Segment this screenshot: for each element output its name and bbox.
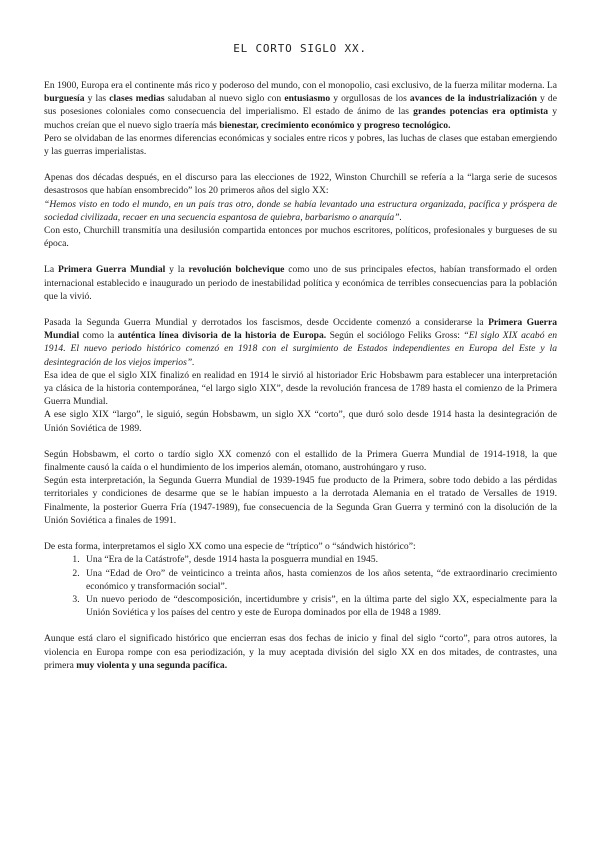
document-title: EL CORTO SIGLO XX. bbox=[233, 42, 367, 55]
bold-text: entusiasmo bbox=[284, 93, 331, 105]
text: como la bbox=[79, 330, 118, 342]
bold-text: muy violenta y una segunda pacífica. bbox=[76, 659, 228, 671]
paragraph-4b: Esa idea de que el siglo XIX finalizó en realidad en 1914 le sirvió al historiador Eric Hobsbawm para establecer una interpretación ya clásica de la historia contemporánea, “el largo siglo XIX”, desde la revolución francesa de 1789 hasta el comienzo de la Primera Guerra Mundial. bbox=[44, 369, 557, 408]
text: y de sus posesiones coloniales como consecuencia del imperialismo. El estado de ánimo de las bbox=[44, 93, 557, 118]
paragraph-3 bbox=[44, 263, 557, 303]
bold-text: Primera Guerra Mundial bbox=[44, 317, 557, 342]
churchill-quote: “Hemos visto en todo el mundo, en un país tras otro, donde se había levantado una estructura organizada, pacífica y próspera de sociedad civilizada, recaer en una secuencia espantosa de quiebra, barbarismo o anarquía”. bbox=[44, 198, 557, 223]
triptych-list bbox=[44, 553, 557, 619]
bold-text: clases medias bbox=[109, 93, 165, 105]
paragraph-4 bbox=[44, 316, 557, 369]
text: La bbox=[44, 264, 58, 276]
bold-text: auténtica línea divisoria de la historia de Europa. bbox=[117, 330, 327, 342]
text: Pasada la Segunda Guerra Mundial y derrotados los fascismos, desde Occidente comenzó a considerarse la bbox=[44, 317, 489, 329]
text: saludaban al nuevo siglo con bbox=[164, 93, 285, 105]
list-item: 3. Un nuevo periodo de “descomposición, incertidumbre y crisis”, en la última parte del siglo XX, especialmente para la Unión Soviética y los países del centro y este de Europa dominados por ella de 1948 a 1989. bbox=[82, 593, 557, 619]
bold-text: burguesía bbox=[44, 93, 85, 105]
document-body bbox=[44, 79, 557, 672]
paragraph-5b: Según esta interpretación, la Segunda Guerra Mundial de 1939-1945 fue producto de la Primera, sobre todo debido a las pérdidas territoriales y condiciones de desarme que se le habían impuesto a la derrotada Alemania en el tratado de Versalles de 1919. Finalmente, la posterior Guerra Fría (1947-1989), fue consecuencia de la Segunda Gran Guerra y terminó con la disolución de la Unión Soviética a finales de 1991. bbox=[44, 475, 557, 526]
paragraph-5: Según Hobsbawm, el corto o tardío siglo XX comenzó con el estallido de la Primera Guerra Mundial de 1914-1918, la que finalmente causó la caída o el hundimiento de los imperios alemán, otomano, austrohúngaro y ruso. bbox=[44, 448, 557, 474]
paragraph-4c: A ese siglo XIX “largo”, le siguió, según Hobsbawm, un siglo XX “corto”, que duró solo desde 1914 hasta la desintegración de Unión Soviética de 1989. bbox=[44, 409, 557, 434]
paragraph-2b: Con esto, Churchill transmitía una desilusión compartida entonces por muchos escritores, políticos, profesionales y burgueses de su época. bbox=[44, 225, 557, 250]
list-item: 1. Una “Era de la Catástrofe”, desde 1914 hasta la posguerra mundial en 1945. bbox=[82, 553, 557, 566]
gross-quote: “El siglo XIX acabó en 1914. El nuevo periodo histórico comenzó en 1918 con el surgimiento de Estados independientes en Europa del Este y la desintegración de los viejos imperios”. bbox=[44, 330, 557, 368]
paragraph-1b: Pero se olvidaban de las enormes diferencias económicas y sociales entre ricos y pobres, las luchas de clases que estaban emergiendo y las guerras imperialistas. bbox=[44, 132, 557, 158]
text: y orgullosas de los bbox=[330, 93, 410, 105]
paragraph-7 bbox=[44, 632, 557, 672]
paragraph-1 bbox=[44, 79, 557, 132]
text: y las bbox=[84, 93, 110, 105]
text: En 1900, Europa era el continente más rico y poderoso del mundo, con el monopolio, casi exclusivo, de la fuerza militar moderna. La bbox=[44, 80, 557, 91]
bold-text: bienestar, crecimiento económico y progreso tecnológico. bbox=[219, 119, 451, 131]
paragraph-2: Apenas dos décadas después, en el discurso para las elecciones de 1922, Winston Churchill se refería a la “larga serie de sucesos desastrosos que habían ensombrecido” los 20 primeros años del siglo XX: bbox=[44, 172, 557, 197]
list-item: 2. Una “Edad de Oro” de veinticinco a treinta años, hasta comienzos de los años setenta, “de extraordinario crecimiento económico y transformación social”. bbox=[82, 567, 557, 593]
paragraph-6-intro: De esta forma, interpretamos el siglo XX como una especie de “tríptico” o “sándwich histórico”: bbox=[44, 541, 416, 553]
text: Según el sociólogo Feliks Gross: bbox=[326, 330, 464, 342]
bold-text: revolución bolchevique bbox=[188, 264, 285, 276]
text: Aunque está claro el significado histórico que encierran esas dos fechas de inicio y final del siglo “corto”, para otros autores, la violencia en Europa rompe con esa periodización, y la muy aceptada división del siglo XX en dos mitades, de contrastes, una primera bbox=[44, 633, 557, 671]
bold-text: avances de la industrialización bbox=[409, 93, 537, 105]
bold-text: grandes potencias era optimista bbox=[413, 106, 549, 118]
bold-text: Primera Guerra Mundial bbox=[57, 264, 166, 276]
text: y muchos creían que el nuevo siglo traería más bbox=[44, 106, 557, 131]
text: y la bbox=[165, 264, 189, 276]
text: como uno de sus principales efectos, habían transformado el orden internacional establecido e inaugurado un periodo de inestabilidad política y económica de terribles consecuencias para la población que la vivió. bbox=[44, 264, 557, 302]
